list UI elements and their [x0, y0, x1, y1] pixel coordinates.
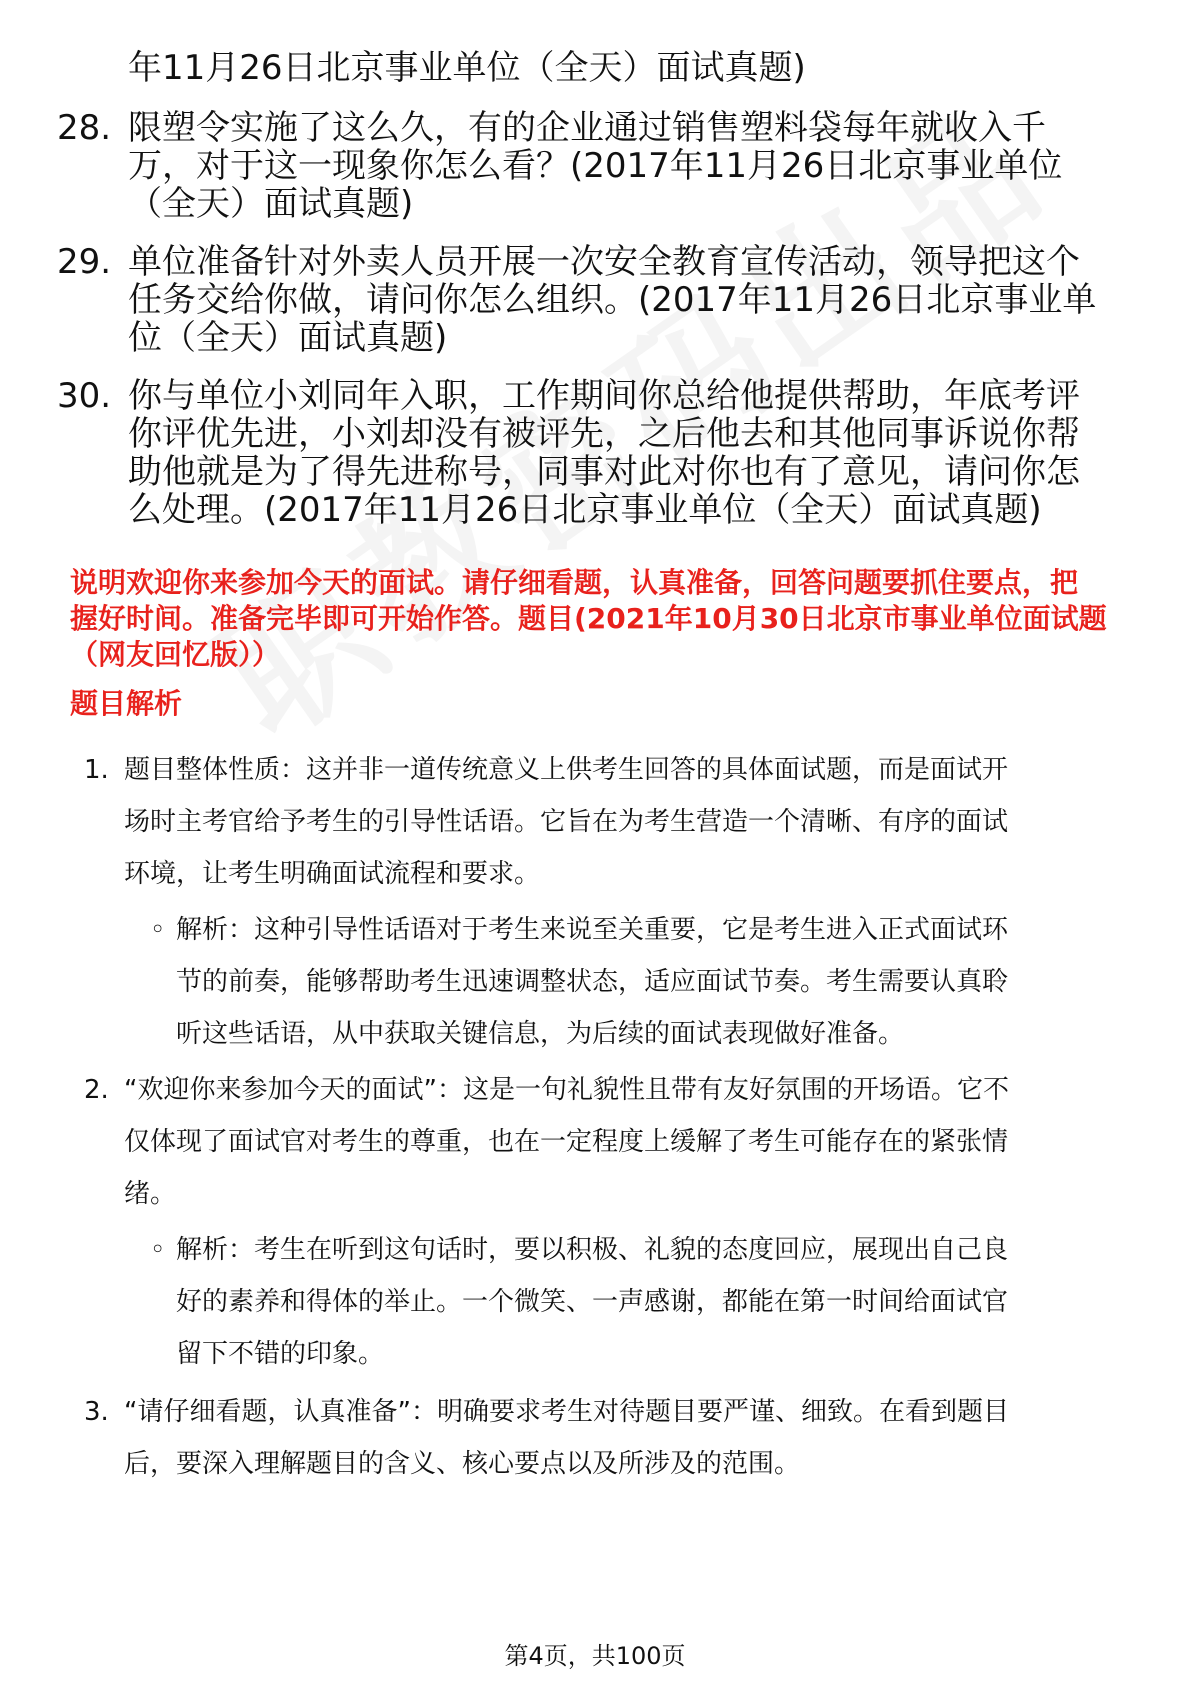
question-number: 28. — [57, 108, 112, 148]
question-line: 位（全天）面试真题) — [128, 318, 448, 358]
sub-bullet: ◦ — [150, 915, 166, 945]
analysis-line: 环境，让考生明确面试流程和要求。 — [124, 859, 541, 889]
sub-bullet: ◦ — [150, 1235, 166, 1265]
question-line: 限塑令实施了这么久，有的企业通过销售塑料袋每年就收入千 — [128, 108, 1046, 148]
note-line: （网友回忆版）） — [70, 638, 281, 671]
question-line: 你与单位小刘同年入职，工作期间你总给他提供帮助，年底考评 — [128, 376, 1080, 416]
section-heading: 题目解析 — [70, 687, 183, 720]
page-footer: 第4页，共100页 — [504, 1642, 686, 1670]
analysis-line: “欢迎你来参加今天的面试”：这是一句礼貌性且带有友好氛围的开场语。它不 — [124, 1075, 1009, 1105]
analysis-line: “请仔细看题，认真准备”：明确要求考生对待题目要严谨、细致。在看到题目 — [124, 1397, 1009, 1427]
sub-analysis-line: 留下不错的印象。 — [176, 1339, 385, 1369]
analysis-line: 题目整体性质：这并非一道传统意义上供考生回答的具体面试题，而是面试开 — [124, 755, 1009, 785]
analysis-number: 3. — [84, 1397, 109, 1427]
analysis-line: 后，要深入理解题目的含义、核心要点以及所涉及的范围。 — [124, 1449, 801, 1479]
sub-analysis-line: 解析：考生在听到这句话时，要以积极、礼貌的态度回应，展现出自己良 — [176, 1235, 1009, 1265]
question-line: 单位准备针对外卖人员开展一次安全教育宣传活动，领导把这个 — [128, 242, 1080, 282]
sub-analysis-line: 听这些话语，从中获取关键信息，为后续的面试表现做好准备。 — [176, 1019, 905, 1049]
analysis-number: 2. — [84, 1075, 109, 1105]
analysis-line: 场时主考官给予考生的引导性话语。它旨在为考生营造一个清晰、有序的面试 — [124, 807, 1009, 837]
note-line: 握好时间。准备完毕即可开始作答。题目(2021年10月30日北京市事业单位面试题 — [70, 602, 1107, 635]
question-line: 万，对于这一现象你怎么看？(2017年11月26日北京事业单位 — [128, 146, 1063, 186]
analysis-line: 仅体现了面试官对考生的尊重，也在一定程度上缓解了考生可能存在的紧张情 — [124, 1127, 1009, 1157]
question-line: （全天）面试真题) — [128, 184, 414, 224]
question-line: 助他就是为了得先进称号，同事对此对你也有了意见，请问你怎 — [128, 452, 1080, 492]
sub-analysis-line: 解析：这种引导性话语对于考生来说至关重要，它是考生进入正式面试环 — [176, 915, 1009, 945]
note-line: 说明欢迎你来参加今天的面试。请仔细看题，认真准备，回答问题要抓住要点，把 — [70, 566, 1079, 599]
question-line: 你评优先进，小刘却没有被评先，之后他去和其他同事诉说你帮 — [128, 414, 1080, 454]
sub-analysis-line: 节的前奏，能够帮助考生迅速调整状态，适应面试节奏。考生需要认真聆 — [176, 967, 1009, 997]
question-line: 么处理。(2017年11月26日北京事业单位（全天）面试真题) — [128, 490, 1042, 530]
analysis-line: 绪。 — [124, 1179, 177, 1209]
question-line: 任务交给你做，请问你怎么组织。(2017年11月26日北京事业单 — [128, 280, 1097, 320]
analysis-number: 1. — [84, 755, 109, 785]
sub-analysis-line: 好的素养和得体的举止。一个微笑、一声感谢，都能在第一时间给面试官 — [176, 1287, 1009, 1317]
question-number: 30. — [57, 376, 112, 416]
question-number: 29. — [57, 242, 112, 282]
question-continuation-line: 年11月26日北京事业单位（全天）面试真题) — [128, 48, 806, 88]
